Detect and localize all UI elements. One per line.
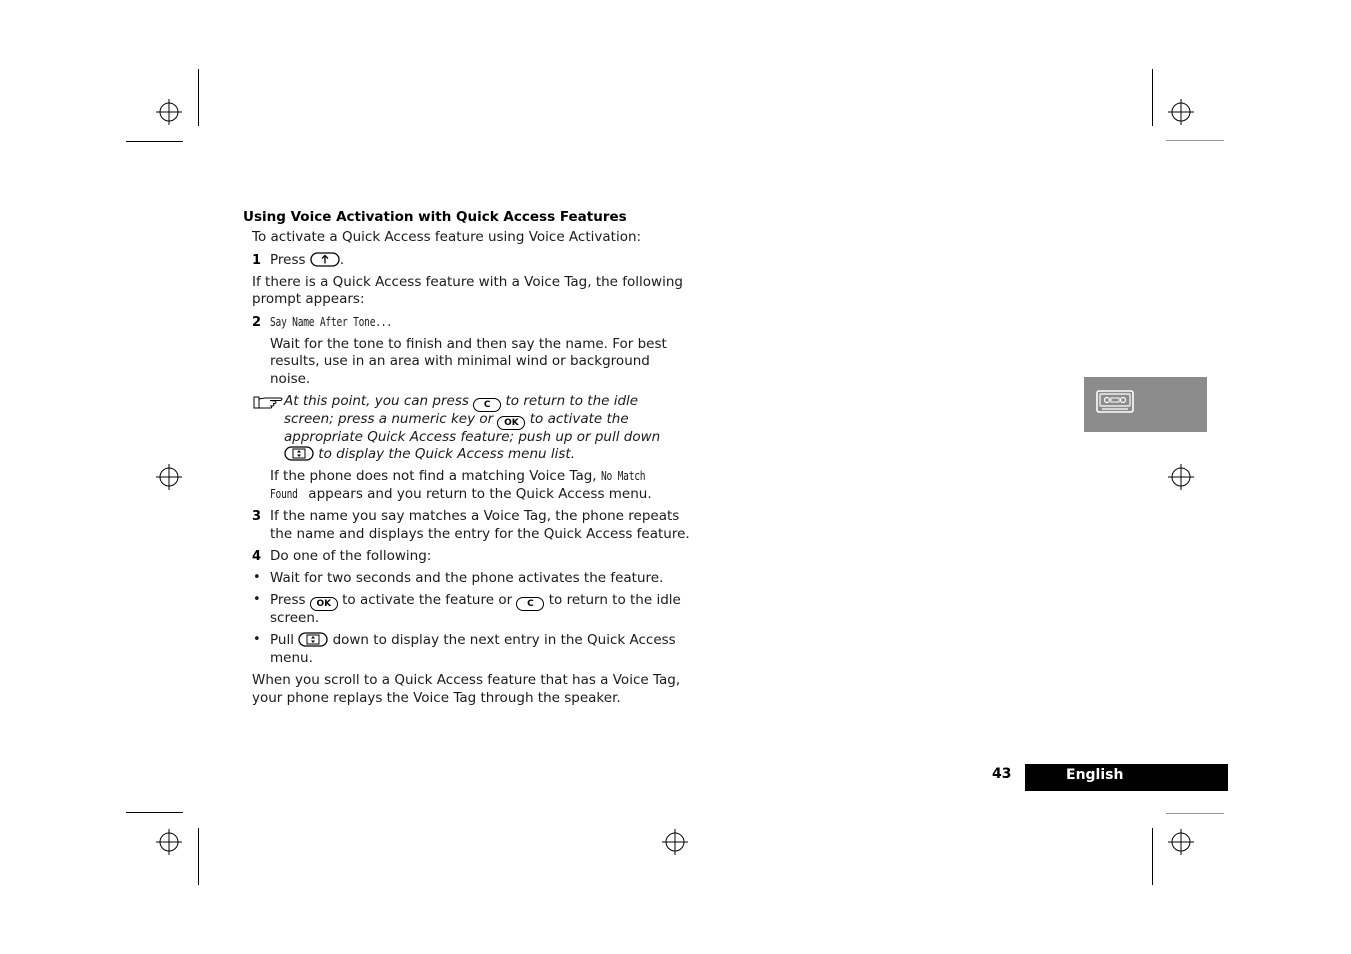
- page-number: 43: [992, 766, 1012, 782]
- closing-line: your phone replays the Voice Tag through the speaker.: [252, 690, 621, 706]
- bullet-item: Pull down to display the next entry in the Quick Access: [270, 632, 676, 648]
- crop-line: [1166, 140, 1224, 141]
- no-match-line: Found appears and you return to the Quick Access menu.: [270, 486, 652, 502]
- section-heading: Using Voice Activation with Quick Access Features: [243, 209, 627, 225]
- display-text: No Match: [600, 469, 646, 483]
- step-text: Press: [270, 252, 306, 268]
- registration-mark: [156, 99, 182, 125]
- step-number: 3: [252, 509, 262, 524]
- pointing-hand-icon: [253, 394, 284, 410]
- wait-text-line: results, use in an area with minimal wind or background: [270, 353, 650, 369]
- crop-line: [1166, 813, 1224, 814]
- display-text: Say Name After Tone...: [270, 315, 392, 329]
- bullet-item-cont: screen.: [270, 610, 320, 626]
- wait-text-line: noise.: [270, 371, 311, 387]
- crop-line: [126, 812, 183, 813]
- step-number: 1: [252, 253, 262, 268]
- closing-line: When you scroll to a Quick Access feature that has a Voice Tag,: [252, 672, 681, 688]
- step-number: 2: [252, 315, 262, 330]
- language-bar: [1025, 764, 1228, 791]
- cassette-icon: [1096, 390, 1134, 414]
- intro-text: To activate a Quick Access feature using Voice Activation:: [252, 229, 642, 245]
- bullet-marker: •: [253, 570, 261, 585]
- crop-line: [126, 141, 183, 142]
- crop-line: [1152, 828, 1153, 885]
- step-1-text: Press .: [270, 252, 345, 268]
- crop-line: [198, 828, 199, 885]
- voice-key-icon: [310, 252, 340, 267]
- registration-mark: [662, 829, 688, 855]
- bullet-item-cont: menu.: [270, 650, 313, 666]
- tip-line: to display the Quick Access menu list.: [284, 445, 575, 463]
- c-key-icon: C: [473, 398, 501, 412]
- registration-mark: [1168, 99, 1194, 125]
- tip-line: At this point, you can press C to return to the idle: [284, 393, 639, 410]
- step-4-text: Do one of the following:: [270, 548, 432, 564]
- language-label: English: [1066, 767, 1124, 783]
- step-number: 4: [252, 549, 262, 564]
- step-3-line: If the name you say matches a Voice Tag, the phone repeats: [270, 508, 680, 524]
- chapter-tab: [1084, 377, 1207, 432]
- wait-text-line: Wait for the tone to finish and then say the name. For best: [270, 336, 667, 352]
- prompt-note-line: If there is a Quick Access feature with a Voice Tag, the following: [252, 274, 683, 290]
- no-match-line: If the phone does not find a matching Voice Tag, No Match: [270, 468, 646, 484]
- registration-mark: [1168, 464, 1194, 490]
- bullet-item: Press OK to activate the feature or C to return to the idle: [270, 592, 681, 609]
- registration-mark: [1168, 829, 1194, 855]
- ok-key-icon: OK: [497, 416, 525, 430]
- tip-line: appropriate Quick Access feature; push up or pull down: [284, 429, 661, 445]
- step-4: [252, 547, 261, 566]
- c-key-icon: C: [516, 597, 544, 611]
- ok-key-icon: OK: [310, 597, 338, 611]
- registration-mark: [156, 829, 182, 855]
- navigation-key-icon: [298, 632, 328, 647]
- crop-line: [1152, 69, 1153, 126]
- step-1: [252, 251, 261, 270]
- bullet-marker: •: [253, 592, 261, 607]
- step-3: [252, 507, 261, 526]
- tip-line: screen; press a numeric key or OK to activate the: [284, 411, 629, 428]
- bullet-marker: •: [253, 632, 261, 647]
- registration-mark: [156, 464, 182, 490]
- prompt-note-line: prompt appears:: [252, 291, 365, 307]
- navigation-key-icon: [284, 446, 314, 461]
- crop-line: [198, 69, 199, 126]
- step-2: [252, 313, 261, 332]
- display-text: Found: [270, 487, 298, 501]
- bullet-item: Wait for two seconds and the phone activates the feature.: [270, 570, 664, 586]
- step-3-line: the name and displays the entry for the Quick Access feature.: [270, 526, 690, 542]
